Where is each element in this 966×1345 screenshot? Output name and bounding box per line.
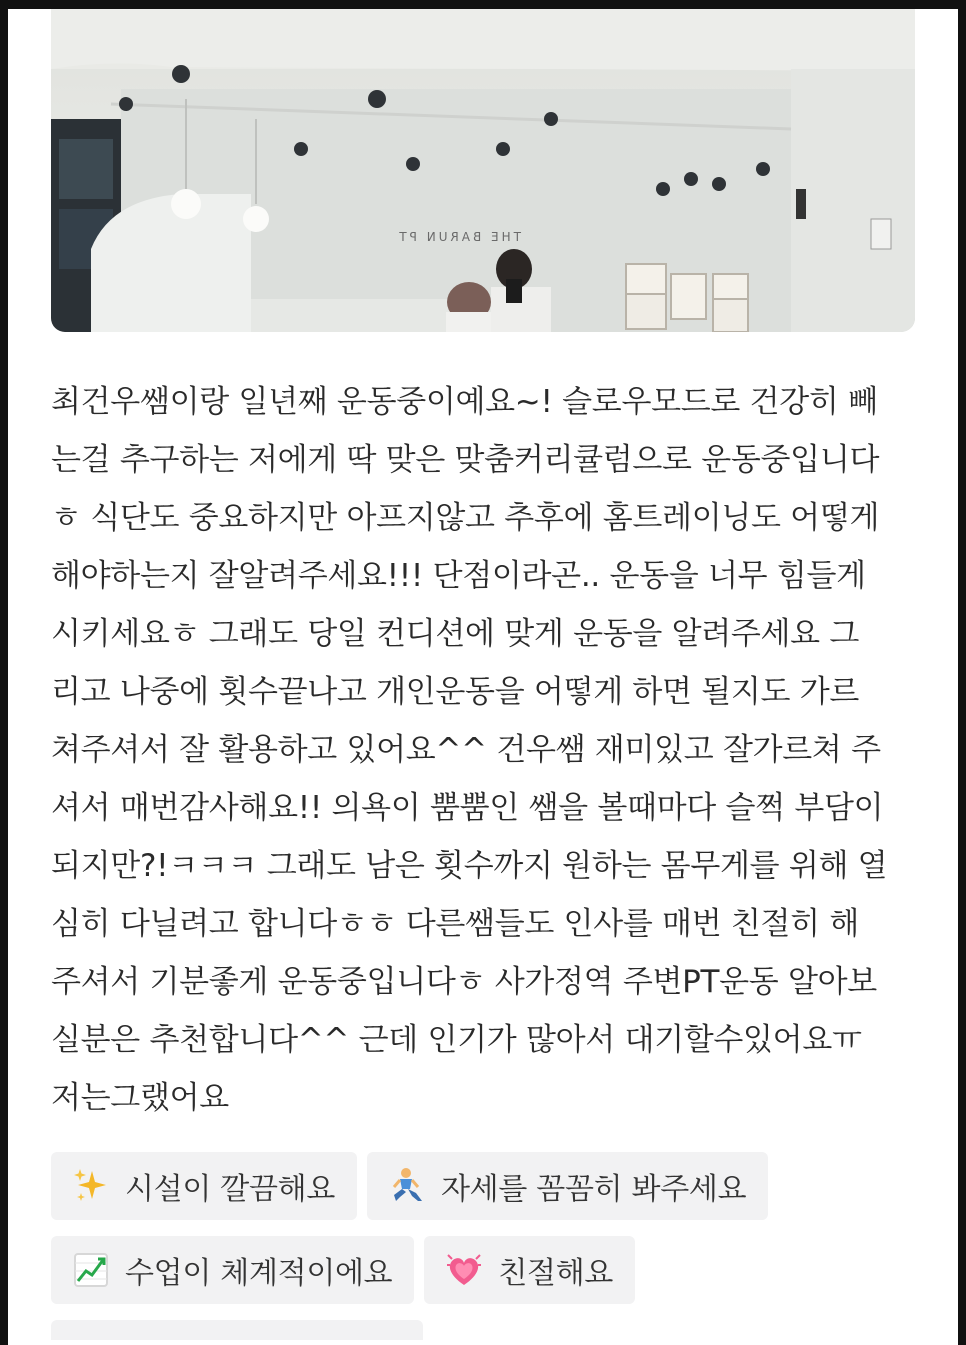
review-line: 심히 다닐려고 합니다ㅎㅎ 다른쌤들도 인사를 매번 친절히 해 [51,906,860,942]
review-line: 해야하는지 잘알려주세요!!! 단점이라곤.. 운동을 너무 힘들게 [51,558,866,594]
keyword-chips [51,1152,931,1340]
gym-interior-image [51,9,915,332]
keyword-label: 수업이 체계적이에요 [125,1256,393,1291]
review-line: 시키세요ㅎ 그래도 당일 컨디션에 맞게 운동을 알려주세요 그 [51,616,860,652]
growing-heart-icon [444,1250,484,1290]
review-line: 최건우쌤이랑 일년째 운동중이예요~! 슬로우모드로 건강히 빼 [51,384,878,420]
sparkles-icon [71,1166,111,1206]
keyword-chip-facility[interactable] [51,1152,357,1220]
review-line: 실분은 추천합니다^^ 근데 인기가 많아서 대기할수있어요ㅠ [51,1022,862,1058]
keyword-label: 시설이 깔끔해요 [125,1172,335,1207]
review-line: 주셔서 기분좋게 운동중입니다ㅎ 사가정역 주변PT운동 알아보 [51,964,877,1000]
review-card [8,9,958,1345]
keyword-label: 친절해요 [498,1256,614,1291]
review-line: 되지만?!ㅋㅋㅋ 그래도 남은 횟수까지 원하는 몸무게를 위해 열 [51,848,888,884]
review-line: 리고 나중에 횟수끝나고 개인운동을 어떻게 하면 될지도 가르 [51,674,860,710]
keyword-label: 자세를 꼼꼼히 봐주세요 [441,1172,747,1207]
keyword-chip-posture[interactable] [367,1152,768,1220]
review-line: 는걸 추구하는 저에게 딱 맞은 맞춤커리큘럼으로 운동중입니다 [51,442,880,478]
review-line: ㅎ 식단도 중요하지만 아프지않고 추후에 홈트레이닝도 어떻게 [51,500,880,536]
chart-increasing-icon [71,1250,111,1290]
review-line: 쳐주셔서 잘 활용하고 있어요^^ 건우쌤 재미있고 잘가르쳐 주 [51,732,881,768]
review-line: 저는그랬어요 [51,1080,229,1116]
keyword-chip-partial[interactable] [51,1320,423,1340]
gym-sign-text: THE BARUN PT [396,230,521,244]
lunge-person-icon [387,1166,427,1206]
review-photo[interactable] [51,9,915,332]
review-line: 셔서 매번감사해요!! 의욕이 뿜뿜인 쌤을 볼때마다 슬쩍 부담이 [51,790,884,826]
keyword-chip-kind[interactable] [424,1236,635,1304]
review-text [51,373,919,1127]
keyword-chip-systematic[interactable] [51,1236,414,1304]
